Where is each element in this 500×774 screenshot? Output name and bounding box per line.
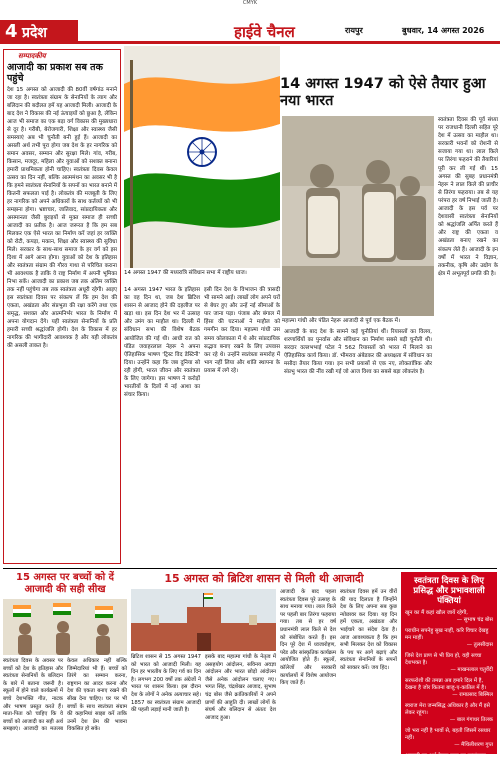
quote-item xyxy=(405,728,493,749)
lead-story xyxy=(124,46,498,566)
editorial-headline: आजादी का प्रकाश सब तक पहुंचे xyxy=(7,62,103,84)
british-rule-story xyxy=(131,572,397,752)
editorial-tag: सम्पादकीय xyxy=(18,52,46,60)
flag-pole xyxy=(130,60,133,268)
flag-photo xyxy=(124,46,280,268)
gandhi-nehru-photo xyxy=(282,116,434,316)
quote-text: सरफरोशी की तमन्ना अब हमारे दिल में है, देखना है जोर कितना बाजु-ए-कातिल में है। xyxy=(405,678,487,691)
quote-item xyxy=(405,653,493,674)
lead-column-1: 14 अगस्त 1947 भारत के इतिहास का वह दिन था, जब देश ब्रिटिश शासन से आजाद होने की दहलीज पर खड़ा था। इस दिन देश भर में उत्साह और उमंग का माहौल था। दिल्ली में संविधान सभा की विशेष बैठक आयोजित की गई थी। आधी रात को पंडित जवाहरलाल नेहरू ने अपना ऐतिहासिक भाषण 'ट्रिस्ट विद डेस्टिनी' दिया। उन्होंने कहा कि जब दुनिया सो रही होगी, भारत जीवन और स्वतंत्रता के लिए जागेगा। इस भाषण ने करोड़ों भारतीयों के दिलों में नई आशा का संचार किया। xyxy=(124,287,200,399)
quote-item xyxy=(405,610,493,624)
quote-item xyxy=(405,703,493,724)
masthead: हाईवे चैनल xyxy=(234,23,295,41)
edition-city: रायपुर xyxy=(345,26,363,35)
quote-author: — रामप्रसाद बिस्मिल xyxy=(452,692,493,698)
children-story xyxy=(3,572,127,752)
british-rule-column-3: आजादी के बाद पहला स्वतंत्रता दिवस पूरे उत्साह के साथ मनाया गया। लाल किले पर पहली बार तिरंगा फहराया गया। तब से हर वर्ष प्रधानमंत्री लाल किले से देश को संबोधित करते हैं। इस दिन पूरे देश में ध्वजारोहण, परेड और सांस्कृतिक कार्यक्रम आयोजित होते हैं। स्कूलों, कॉलेजों और सरकारी कार्यालयों में विशेष आयोजन किए जाते हैं। xyxy=(280,589,336,687)
green-band xyxy=(124,172,280,228)
quote-text: जिसे देश प्राण से भी प्रिय हो, वही सच्चा देशभक्त है। xyxy=(405,653,482,666)
quote-item xyxy=(405,753,493,774)
editorial-body: देश 15 अगस्त को आजादी की 80वीं वर्षगांठ मनाने जा रहा है। स्वतंत्रता संग्राम के सेनानियों के त्याग और बलिदान की बदौलत हमें यह आजादी मिली। आजादी के बाद देश ने विकास की नई ऊंचाइयों को छुआ है, लेकिन आज भी समाज का एक बड़ा वर्ग विकास की मुख्यधारा से दूर है। गरीबी, बेरोजगारी, शिक्षा और स्वास्थ्य जैसी समस्याएं अब भी चुनौती बनी हुई हैं। आजादी का असली अर्थ तभी पूरा होगा जब देश के हर नागरिक को समान अवसर, सम्मान और सुरक्षा मिले। गांव, गरीब, किसान, मजदूर, महिला और युवाओं को सशक्त बनाना हमारी प्राथमिकता होनी चाहिए। स्वतंत्रता दिवस केवल उत्सव का दिन नहीं, बल्कि आत्ममंथन का अवसर भी है कि हमने स्वतंत्रता सेनानियों के सपनों का भारत बनाने में कितनी सफलता पाई है। लोकतंत्र की मजबूती के लिए हर नागरिक को अपने अधिकारों के साथ कर्तव्यों को भी समझना होगा। भ्रष्टाचार, जातिवाद, सांप्रदायिकता और असमानता जैसी बुराइयों से मुक्त समाज ही सच्ची आजादी का प्रतीक है। आज जरूरत है कि हम सब मिलकर एक ऐसे भारत का निर्माण करें जहां हर व्यक्ति को रोटी, कपड़ा, मकान, शिक्षा और स्वास्थ्य की सुविधा मिले। सरकार के साथ-साथ समाज के हर वर्ग को इस दिशा में आगे आना होगा। युवाओं को देश के इतिहास और स्वतंत्रता संग्राम की गौरव गाथा से परिचित कराना भी आवश्यक है ताकि वे राष्ट्र निर्माण में अपनी भूमिका निभा सकें। आजादी का प्रकाश जब तक अंतिम व्यक्ति तक नहीं पहुंचेगा तब तक स्वतंत्रता अधूरी रहेगी। आइए इस स्वतंत्रता दिवस पर संकल्प लें कि हम देश की एकता, अखंडता और संप्रभुता की रक्षा करेंगे तथा एक समृद्ध, सशक्त और आत्मनिर्भर भारत के निर्माण में अपना योगदान देंगे। यही स्वतंत्रता सेनानियों के प्रति हमारी सच्ची श्रद्धांजलि होगी। देश के विकास में हर नागरिक की भागीदारी आवश्यक है और यही लोकतंत्र की असली ताकत है। xyxy=(7,87,117,349)
red-fort-illustration xyxy=(131,589,276,651)
quote-text: आजादी का अर्थ केवल सत्ता का हस्तांतरण नहीं है। xyxy=(405,753,486,766)
quote-author: — मैथिलीशरण गुप्त xyxy=(454,742,493,748)
children-story-body: स्वतंत्रता दिवस के अवसर पर बच्चों को देश के इतिहास और स्वतंत्रता सेनानियों के बलिदान के बारे में बताना जरूरी है। स्कूलों में होने वाले कार्यक्रमों में बच्चे देशभक्ति गीत, नाटक और भाषण प्रस्तुत करते हैं। माता-पिता को चाहिए कि वे बच्चों को आजादी का सही अर्थ समझाएं। आजादी का मतलब केवल अधिकार नहीं बल्कि जिम्मेदारियां भी हैं। बच्चों को तिरंगे का सम्मान करना, राष्ट्रगान का आदर करना और देश की एकता बनाए रखने की सीख देना चाहिए। घर पर भी बच्चों के साथ स्वतंत्रता संग्राम की कहानियां साझा करें ताकि उनमें देश प्रेम की भावना विकसित हो सके। xyxy=(3,658,127,733)
quote-text: स्वराज मेरा जन्मसिद्ध अधिकार है और मैं इसे लेकर रहूंगा। xyxy=(405,703,490,716)
british-rule-column-2: इसके बाद महात्मा गांधी के नेतृत्व में असहयोग आंदोलन, सविनय अवज्ञा आंदोलन और भारत छोड़ो आंदोलन जैसे अनेक आंदोलन चलाए गए। भगत सिंह, चंद्रशेखर आजाद, सुभाष चंद्र बोस जैसे क्रांतिकारियों ने अपने प्राणों की आहुति दी। लाखों लोगों के संघर्ष और बलिदान से अंततः देश आजाद हुआ। xyxy=(205,654,276,721)
editorial-column xyxy=(3,49,121,564)
red-fort-photo xyxy=(131,589,276,651)
quotes-box-headline: स्वतंत्रता दिवस के लिए प्रसिद्ध और प्रभावशाली पंक्तियां xyxy=(413,576,485,606)
quote-text: खून का मैं कहां खौल जायें रहेगी, xyxy=(405,610,468,616)
section-title: प्रदेश xyxy=(22,25,47,41)
british-rule-column-4: स्वतंत्रता दिवस हमें उन वीरों की याद दिलाता है जिन्होंने देश के लिए अपना सब कुछ न्योछावर कर दिया। यह दिन हमें एकता, अखंडता और भाईचारे का संदेश देता है। आज आवश्यकता है कि हम सभी मिलकर देश को विकास के पथ पर आगे बढ़ाएं और स्वतंत्रता सेनानियों के सपनों को साकार करें। जय हिंद। xyxy=(340,589,397,671)
ashoka-chakra-icon xyxy=(188,138,216,166)
edition-date: बुधवार, 14 अगस्त 2026 xyxy=(402,26,485,35)
quote-item xyxy=(405,678,493,699)
quote-text: जो भरा नहीं है भावों से, बहती जिसमें रसधार नहीं। xyxy=(405,728,491,741)
page-header xyxy=(0,20,500,44)
quote-author: — बाल गंगाधर तिलक xyxy=(449,717,493,723)
flag-photo-caption: 14 अगस्त 1947 की मध्यरात्रि संविधान सभा में राष्ट्रीय ध्वज। xyxy=(124,270,247,276)
lead-column-4: स्वतंत्रता दिवस की पूर्व संध्या पर राजधानी दिल्ली सहित पूरे देश में उत्सव का माहौल था। सरकारी भवनों को रोशनी से सजाया गया था। लाल किले पर तिरंगा फहराने की तैयारियां पूरी कर ली गई थीं। 15 अगस्त की सुबह प्रधानमंत्री नेहरू ने लाल किले की प्राचीर से तिरंगा फहराया। तब से यह परंपरा हर वर्ष निभाई जाती है। आजादी के इस पर्व पर देशवासी स्वतंत्रता सेनानियों को श्रद्धांजलि अर्पित करते हैं और राष्ट्र की एकता व अखंडता बनाए रखने का संकल्प लेते हैं। आजादी के इन वर्षों में भारत ने विज्ञान, तकनीक, कृषि और उद्योग के क्षेत्र में अभूतपूर्व प्रगति की है। xyxy=(438,117,498,277)
quote-author: — माखनलाल चतुर्वेदी xyxy=(450,667,493,673)
british-rule-headline: 15 अगस्त को ब्रिटिश शासन से मिली थी आजादी xyxy=(164,572,364,585)
sepia-photo xyxy=(282,116,434,316)
quote-author: — वाल्मीकि रामायण xyxy=(452,767,493,773)
section-banner xyxy=(0,20,78,44)
saffron-band xyxy=(124,76,280,132)
quote-author: — तुलसीदास xyxy=(466,642,493,648)
children-story-headline: 15 अगस्त पर बच्चों को दें आजादी की सही सीख xyxy=(16,572,114,595)
lead-headline: 14 अगस्त 1947 को ऐसे तैयार हुआ नया भारत xyxy=(280,76,486,109)
quote-text: पराधीन सपनेहु सुख नाहीं, करि विचार देखहु मन माहीं। xyxy=(405,628,489,641)
section-divider xyxy=(3,568,497,569)
lead-column-2: इसी दिन देश के विभाजन की त्रासदी भी सामने आई। लाखों लोग अपने घरों से बेघर हुए और उन्हें नई सीमाओं के पार जाना पड़ा। पंजाब और बंगाल में हिंसा की घटनाओं ने माहौल को गमगीन कर दिया। महात्मा गांधी उस समय कोलकाता में थे और सांप्रदायिक सद्भाव बनाए रखने के लिए उपवास कर रहे थे। उन्होंने स्वतंत्रता समारोह में भाग नहीं लिया और शांति स्थापना के प्रयास में लगे रहे। xyxy=(204,287,280,374)
quote-item xyxy=(405,628,493,649)
children-flags-illustration xyxy=(3,599,127,655)
gandhi-photo-caption: महात्मा गांधी और पंडित नेहरू आजादी से पूर्व एक बैठक में। xyxy=(282,318,401,324)
flag-illustration xyxy=(124,46,280,268)
quote-author: — सुभाष चंद्र बोस xyxy=(456,617,493,623)
page-number: 4 xyxy=(5,21,18,42)
quotes-box xyxy=(401,572,497,773)
british-rule-column-1: ब्रिटिश शासन से 15 अगस्त 1947 को भारत को आजादी मिली। यह दिन हर भारतीय के लिए गर्व का दिन है। लगभग 200 वर्षों तक अंग्रेजों ने भारत पर शासन किया। इस दौरान देश के लोगों ने अनेक अत्याचार सहे। 1857 का स्वतंत्रता संग्राम आजादी की पहली लड़ाई मानी जाती है। xyxy=(131,654,201,714)
print-mark: CMYK xyxy=(242,0,258,6)
lead-column-3: आजादी के बाद देश के सामने कई चुनौतियां थीं। रियासतों का विलय, शरणार्थियों का पुनर्वास और संविधान का निर्माण सबसे बड़ी चुनौती थी। सरदार वल्लभभाई पटेल ने 562 रियासतों को भारत में मिलाने का ऐतिहासिक कार्य किया। डॉ. भीमराव अंबेडकर की अध्यक्षता में संविधान का मसौदा तैयार किया गया। इन सभी प्रयासों से एक नए, लोकतांत्रिक और संप्रभु भारत की नींव रखी गई जो आज विश्व का सबसे बड़ा लोकतंत्र है। xyxy=(284,329,432,376)
children-photo xyxy=(3,599,127,655)
